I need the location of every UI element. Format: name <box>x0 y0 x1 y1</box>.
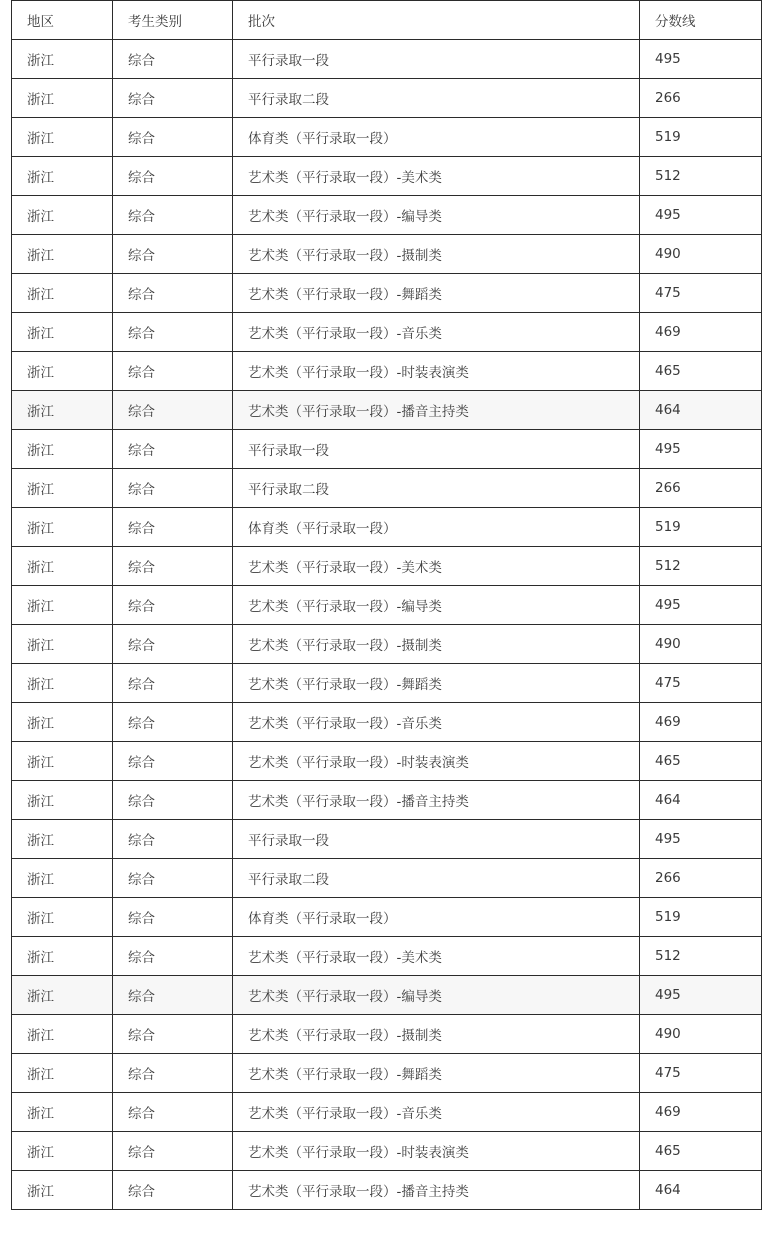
cell-category: 综合 <box>113 547 233 586</box>
cell-region: 浙江 <box>12 859 113 898</box>
cell-batch: 平行录取二段 <box>233 859 640 898</box>
cell-region: 浙江 <box>12 508 113 547</box>
cell-score: 266 <box>640 469 762 508</box>
cell-category: 综合 <box>113 274 233 313</box>
cell-region: 浙江 <box>12 196 113 235</box>
cell-region: 浙江 <box>12 976 113 1015</box>
cell-region: 浙江 <box>12 1093 113 1132</box>
cell-score: 475 <box>640 664 762 703</box>
table-row <box>12 781 762 820</box>
cell-batch: 艺术类（平行录取一段）-音乐类 <box>233 703 640 742</box>
cell-batch: 艺术类（平行录取一段）-播音主持类 <box>233 391 640 430</box>
cell-batch: 艺术类（平行录取一段）-摄制类 <box>233 235 640 274</box>
cell-region: 浙江 <box>12 1132 113 1171</box>
table-row <box>12 313 762 352</box>
header-category: 考生类别 <box>113 1 233 40</box>
table-row <box>12 1132 762 1171</box>
cell-batch: 平行录取一段 <box>233 820 640 859</box>
cell-category: 综合 <box>113 1015 233 1054</box>
admission-score-table <box>11 0 762 1210</box>
cell-region: 浙江 <box>12 781 113 820</box>
cell-category: 综合 <box>113 1132 233 1171</box>
cell-region: 浙江 <box>12 820 113 859</box>
cell-category: 综合 <box>113 898 233 937</box>
cell-score: 519 <box>640 118 762 157</box>
table-row <box>12 1171 762 1210</box>
cell-score: 464 <box>640 781 762 820</box>
table-row <box>12 976 762 1015</box>
cell-batch: 艺术类（平行录取一段）-编导类 <box>233 976 640 1015</box>
header-region: 地区 <box>12 1 113 40</box>
cell-region: 浙江 <box>12 586 113 625</box>
table-row <box>12 391 762 430</box>
cell-score: 495 <box>640 586 762 625</box>
cell-category: 综合 <box>113 976 233 1015</box>
table-row <box>12 79 762 118</box>
cell-score: 495 <box>640 196 762 235</box>
cell-batch: 艺术类（平行录取一段）-编导类 <box>233 586 640 625</box>
table-row <box>12 820 762 859</box>
cell-score: 495 <box>640 430 762 469</box>
table-body <box>12 40 762 1210</box>
cell-region: 浙江 <box>12 703 113 742</box>
cell-region: 浙江 <box>12 898 113 937</box>
cell-category: 综合 <box>113 1093 233 1132</box>
cell-score: 469 <box>640 313 762 352</box>
cell-score: 495 <box>640 820 762 859</box>
cell-score: 465 <box>640 1132 762 1171</box>
table-row <box>12 430 762 469</box>
cell-batch: 艺术类（平行录取一段）-时装表演类 <box>233 1132 640 1171</box>
table-row <box>12 937 762 976</box>
table-row <box>12 157 762 196</box>
cell-score: 519 <box>640 898 762 937</box>
cell-score: 512 <box>640 157 762 196</box>
cell-batch: 艺术类（平行录取一段）-舞蹈类 <box>233 1054 640 1093</box>
cell-score: 465 <box>640 352 762 391</box>
cell-score: 266 <box>640 79 762 118</box>
table-row <box>12 196 762 235</box>
cell-batch: 艺术类（平行录取一段）-时装表演类 <box>233 352 640 391</box>
cell-category: 综合 <box>113 313 233 352</box>
cell-batch: 艺术类（平行录取一段）-美术类 <box>233 937 640 976</box>
table-row <box>12 703 762 742</box>
cell-batch: 体育类（平行录取一段） <box>233 898 640 937</box>
cell-score: 464 <box>640 391 762 430</box>
cell-region: 浙江 <box>12 40 113 79</box>
cell-region: 浙江 <box>12 313 113 352</box>
cell-batch: 艺术类（平行录取一段）-美术类 <box>233 547 640 586</box>
cell-batch: 艺术类（平行录取一段）-舞蹈类 <box>233 664 640 703</box>
cell-category: 综合 <box>113 118 233 157</box>
cell-category: 综合 <box>113 40 233 79</box>
cell-category: 综合 <box>113 508 233 547</box>
cell-batch: 艺术类（平行录取一段）-播音主持类 <box>233 781 640 820</box>
cell-category: 综合 <box>113 859 233 898</box>
table-row <box>12 469 762 508</box>
table-header <box>12 1 762 40</box>
table-row <box>12 859 762 898</box>
cell-batch: 艺术类（平行录取一段）-摄制类 <box>233 1015 640 1054</box>
cell-score: 469 <box>640 703 762 742</box>
cell-category: 综合 <box>113 1171 233 1210</box>
cell-score: 475 <box>640 274 762 313</box>
cell-batch: 艺术类（平行录取一段）-时装表演类 <box>233 742 640 781</box>
cell-category: 综合 <box>113 586 233 625</box>
cell-score: 495 <box>640 976 762 1015</box>
cell-score: 490 <box>640 235 762 274</box>
table-row <box>12 274 762 313</box>
table-row <box>12 1054 762 1093</box>
table-row <box>12 586 762 625</box>
cell-category: 综合 <box>113 625 233 664</box>
cell-category: 综合 <box>113 157 233 196</box>
header-row <box>12 1 762 40</box>
score-table-container <box>11 0 761 1210</box>
cell-batch: 艺术类（平行录取一段）-美术类 <box>233 157 640 196</box>
cell-batch: 艺术类（平行录取一段）-音乐类 <box>233 1093 640 1132</box>
cell-region: 浙江 <box>12 664 113 703</box>
header-score: 分数线 <box>640 1 762 40</box>
cell-region: 浙江 <box>12 1015 113 1054</box>
cell-region: 浙江 <box>12 391 113 430</box>
cell-region: 浙江 <box>12 742 113 781</box>
table-row <box>12 547 762 586</box>
table-row <box>12 742 762 781</box>
header-batch: 批次 <box>233 1 640 40</box>
table-row <box>12 1015 762 1054</box>
cell-region: 浙江 <box>12 235 113 274</box>
cell-region: 浙江 <box>12 430 113 469</box>
cell-region: 浙江 <box>12 352 113 391</box>
cell-region: 浙江 <box>12 1054 113 1093</box>
cell-category: 综合 <box>113 742 233 781</box>
cell-region: 浙江 <box>12 79 113 118</box>
cell-category: 综合 <box>113 664 233 703</box>
cell-category: 综合 <box>113 781 233 820</box>
cell-score: 490 <box>640 1015 762 1054</box>
cell-score: 475 <box>640 1054 762 1093</box>
cell-category: 综合 <box>113 196 233 235</box>
cell-score: 464 <box>640 1171 762 1210</box>
cell-batch: 艺术类（平行录取一段）-编导类 <box>233 196 640 235</box>
table-row <box>12 1093 762 1132</box>
cell-batch: 平行录取一段 <box>233 40 640 79</box>
cell-region: 浙江 <box>12 118 113 157</box>
cell-category: 综合 <box>113 235 233 274</box>
table-row <box>12 664 762 703</box>
cell-score: 465 <box>640 742 762 781</box>
cell-batch: 平行录取二段 <box>233 79 640 118</box>
cell-batch: 平行录取一段 <box>233 430 640 469</box>
cell-category: 综合 <box>113 352 233 391</box>
cell-batch: 体育类（平行录取一段） <box>233 118 640 157</box>
cell-region: 浙江 <box>12 937 113 976</box>
table-row <box>12 352 762 391</box>
cell-batch: 艺术类（平行录取一段）-摄制类 <box>233 625 640 664</box>
cell-batch: 艺术类（平行录取一段）-播音主持类 <box>233 1171 640 1210</box>
cell-category: 综合 <box>113 469 233 508</box>
cell-category: 综合 <box>113 430 233 469</box>
cell-batch: 艺术类（平行录取一段）-音乐类 <box>233 313 640 352</box>
cell-score: 495 <box>640 40 762 79</box>
cell-category: 综合 <box>113 79 233 118</box>
cell-batch: 艺术类（平行录取一段）-舞蹈类 <box>233 274 640 313</box>
cell-score: 512 <box>640 547 762 586</box>
cell-category: 综合 <box>113 820 233 859</box>
cell-category: 综合 <box>113 391 233 430</box>
cell-category: 综合 <box>113 703 233 742</box>
table-row <box>12 898 762 937</box>
cell-score: 512 <box>640 937 762 976</box>
cell-region: 浙江 <box>12 157 113 196</box>
table-row <box>12 508 762 547</box>
cell-score: 469 <box>640 1093 762 1132</box>
cell-region: 浙江 <box>12 547 113 586</box>
table-row <box>12 625 762 664</box>
cell-category: 综合 <box>113 937 233 976</box>
cell-category: 综合 <box>113 1054 233 1093</box>
table-row <box>12 235 762 274</box>
cell-batch: 体育类（平行录取一段） <box>233 508 640 547</box>
cell-region: 浙江 <box>12 1171 113 1210</box>
cell-region: 浙江 <box>12 274 113 313</box>
cell-batch: 平行录取二段 <box>233 469 640 508</box>
cell-score: 266 <box>640 859 762 898</box>
cell-score: 490 <box>640 625 762 664</box>
table-row <box>12 40 762 79</box>
cell-score: 519 <box>640 508 762 547</box>
cell-region: 浙江 <box>12 469 113 508</box>
table-row <box>12 118 762 157</box>
cell-region: 浙江 <box>12 625 113 664</box>
